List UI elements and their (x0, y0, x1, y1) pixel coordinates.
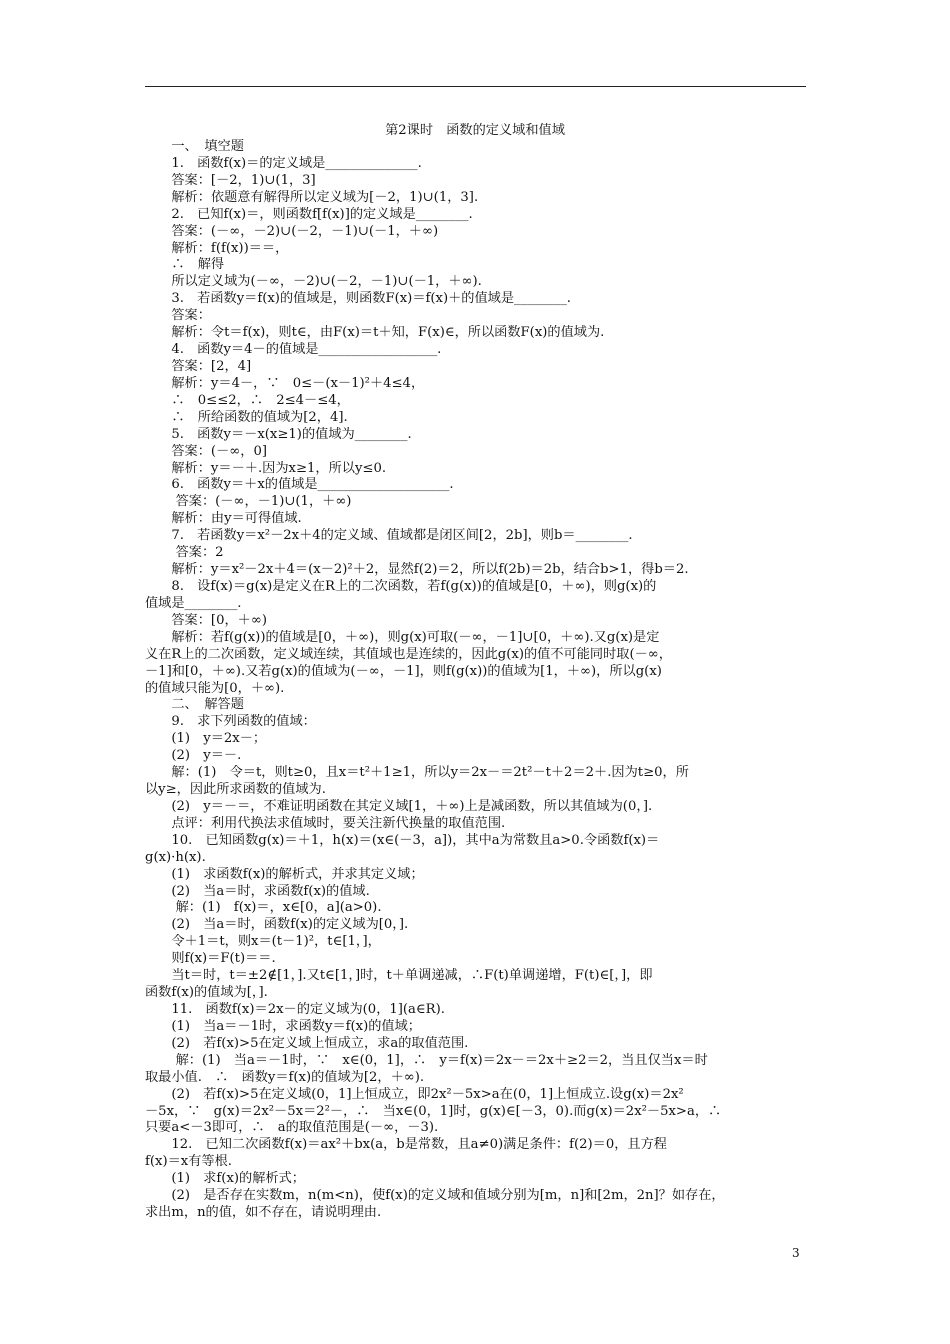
text-line: 以y≥，因此所求函数的值域为. (145, 782, 326, 798)
text-line: 答案：2 (145, 545, 224, 561)
text-line: 答案：(－∞，－2)∪(－2，－1)∪(－1，＋∞) (145, 223, 439, 239)
text-line: 8. 设f(x)＝g(x)是定义在R上的二次函数，若f(g(x))的值域是[0，＋∞)，则g(x)的 (145, 578, 657, 594)
text-line: 7. 若函数y＝x²－2x＋4的定义域、值域都是闭区间[2，2b]，则b＝________. (145, 528, 633, 544)
text-line: 解：(1) 当a＝－1时，∵ x∈(0，1]，∴ y＝f(x)＝2x－＝2x＋≥2＝2，当且仅当x＝时 (145, 1052, 708, 1068)
text-line: 9. 求下列函数的值域： (145, 714, 316, 730)
text-line: 3. 若函数y＝f(x)的值域是，则函数F(x)＝f(x)＋的值域是________. (145, 291, 572, 307)
text-line: 2. 已知f(x)＝，则函数f[f(x)]的定义域是________. (145, 206, 473, 222)
text-line: 11. 函数f(x)＝2x－的定义域为(0，1](a∈R). (145, 1002, 445, 1018)
text-line: 答案：(－∞，－1)∪(1，＋∞) (145, 494, 352, 510)
text-line: 一、 填空题 (145, 139, 244, 154)
text-line: f(x)＝x有等根. (145, 1154, 232, 1170)
text-line: 答案：[2，4] (145, 358, 252, 374)
text-line: (2) 若f(x)>5在定义域上恒成立，求a的取值范围. (145, 1035, 469, 1051)
text-line: 只要a<－3即可，∴ a的取值范围是(－∞，－3). (145, 1120, 439, 1136)
text-line: 令＋1＝t，则x＝(t－1)²，t∈[1，]， (145, 934, 381, 950)
text-line: 解：(1) 令＝t，则t≥0，且x＝t²＋1≥1，所以y＝2x－＝2t²－t＋2＝2＋.因为t≥0，所 (145, 765, 689, 781)
text-line: 解析：令t＝f(x)，则t∈，由F(x)＝t＋知，F(x)∈，所以函数F(x)的值域为. (145, 325, 605, 341)
text-line: 12. 已知二次函数f(x)＝ax²＋bx(a，b是常数，且a≠0)满足条件：f(2)＝0，且方程 (145, 1137, 667, 1153)
text-line: 10. 已知函数g(x)＝＋1，h(x)＝(x∈(－3，a])，其中a为常数且a>0.令函数f(x)＝ (145, 832, 660, 848)
text-line: 答案：(－∞，0] (145, 443, 267, 459)
document-body (145, 139, 809, 1222)
lesson-title: 第2课时 函数的定义域和值域 (385, 123, 565, 138)
text-line: 解析：由y＝可得值域. (145, 511, 302, 527)
text-line: －5x，∵ g(x)＝2x²－5x＝2²－，∴ 当x∈(0，1]时，g(x)∈[－3，0).而g(x)＝2x²－5x>a，∴ (145, 1103, 722, 1119)
text-line: 解析：y＝x²－2x＋4＝(x－2)²＋2，显然f(2)＝2，所以f(2b)＝2b，结合b>1，得b＝2. (145, 562, 689, 578)
text-line: (2) y＝－＝，不难证明函数在其定义域[1，＋∞)上是减函数，所以其值域为(0，]. (145, 798, 653, 814)
text-line: 解析：若f(g(x))的值域是[0，＋∞)，则g(x)可取(－∞，－1]∪[0，＋∞).又g(x)是定 (145, 629, 660, 645)
text-line: 6. 函数y＝＋x的值域是____________________. (145, 477, 454, 493)
text-line: 的值域只能为[0，＋∞). (145, 680, 285, 696)
text-line: 解析：y＝－＋.因为x≥1，所以y≤0. (145, 460, 387, 476)
text-line: (1) 求函数f(x)的解析式，并求其定义域； (145, 866, 424, 882)
text-line: g(x)·h(x). (145, 849, 206, 865)
text-line: 二、 解答题 (145, 697, 244, 713)
page-number: 3 (792, 1246, 800, 1260)
text-line: 所以定义域为(－∞，－2)∪(－2，－1)∪(－1，＋∞). (145, 274, 482, 290)
text-line: (2) y＝－. (145, 748, 242, 764)
text-line: ∴ 解得 (145, 257, 225, 273)
text-line: 解析：y＝4－，∵ 0≤－(x－1)²＋4≤4， (145, 375, 425, 391)
text-line: 解析：f(f(x))＝＝， (145, 240, 289, 256)
text-line: (2) 当a＝时，函数f(x)的定义域为[0，]. (145, 917, 409, 933)
text-line: 1. 函数f(x)＝的定义域是______________. (145, 155, 422, 171)
text-line: (2) 是否存在实数m，n(m<n)，使f(x)的定义域和值域分别为[m，n]和[2m，2n]？如存在， (145, 1188, 725, 1204)
text-line: 函数f(x)的值域为[，]. (145, 985, 268, 1001)
text-line: (1) 当a＝－1时，求函数y＝f(x)的值域； (145, 1018, 421, 1034)
text-line: 答案：[0，＋∞) (145, 612, 267, 628)
text-line: (2) 若f(x)>5在定义域(0，1]上恒成立，即2x²－5x>a在(0，1]上恒成立.设g(x)＝2x² (145, 1086, 684, 1102)
text-line: ∴ 0≤≤2，∴ 2≤4－≤4， (145, 392, 350, 408)
text-line: 求出m，n的值，如不存在，请说明理由. (145, 1205, 382, 1221)
text-line: (1) 求f(x)的解析式； (145, 1171, 305, 1187)
text-line: －1]和[0，＋∞).又若g(x)的值域为(－∞，－1]，则f(g(x))的值域为[1，＋∞)，所以g(x) (145, 663, 662, 679)
text-line: 5. 函数y＝－x(x≥1)的值域为________. (145, 426, 412, 442)
text-line: ∴ 所给函数的值域为[2，4]. (145, 409, 348, 425)
text-line: (1) y＝2x－； (145, 731, 267, 747)
text-line: 取最小值. ∴ 函数y＝f(x)的值域为[2，＋∞). (145, 1069, 425, 1085)
text-line: 点评：利用代换法求值域时，要关注新代换量的取值范围. (145, 815, 506, 831)
text-line: (2) 当a＝时，求函数f(x)的值域. (145, 883, 370, 899)
text-line: 解：(1) f(x)＝，x∈[0，a](a>0). (145, 900, 382, 916)
text-line: 义在R上的二次函数，定义域连续，其值域也是连续的，因此g(x)的值不可能同时取(－∞， (145, 646, 672, 662)
text-line: 解析：依题意有解得所以定义域为[－2，1)∪(1，3]. (145, 189, 479, 205)
text-line: 4. 函数y＝4－的值域是__________________. (145, 342, 442, 358)
text-line: 当t＝时，t＝±2∉[1，].又t∈[1，]时，t＋单调递减，∴F(t)单调递增，F(t)∈[，]，即 (145, 968, 653, 984)
text-line: 答案：[－2，1)∪(1，3] (145, 172, 316, 188)
text-line: 答案： (145, 308, 211, 324)
text-line: 则f(x)＝F(t)＝＝. (145, 951, 276, 967)
text-line: 值域是________. (145, 595, 242, 611)
header-rule (145, 86, 806, 87)
